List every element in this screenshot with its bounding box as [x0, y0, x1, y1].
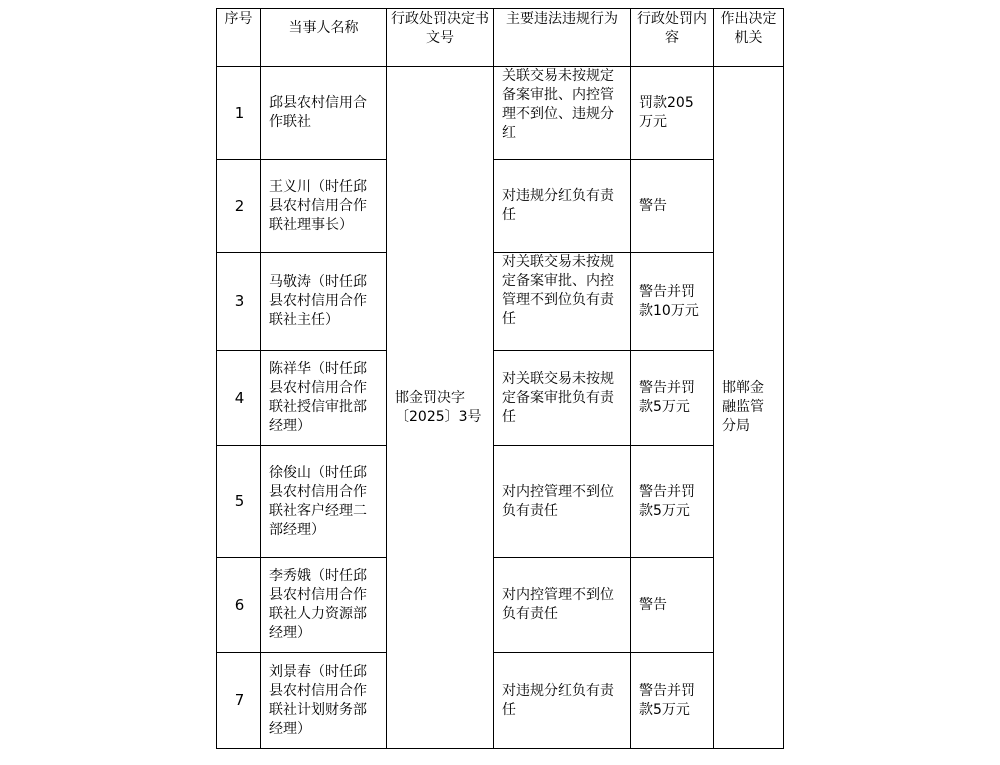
- table-row: [217, 653, 784, 749]
- header-penalty: 行政处罚内容: [631, 9, 714, 67]
- penalty: 警告并罚款10万元: [631, 253, 714, 351]
- party-name: 邱县农村信用合作联社: [261, 67, 387, 160]
- penalty: 警告并罚款5万元: [631, 446, 714, 558]
- decision-doc-number: 邯金罚决字〔2025〕3号: [387, 67, 494, 749]
- table-row: [217, 67, 784, 160]
- violation: 对违规分红负有责任: [494, 160, 631, 253]
- header-party: 当事人名称: [261, 9, 387, 67]
- penalty: 警告: [631, 558, 714, 653]
- header-authority: 作出决定机关: [714, 9, 784, 67]
- table-row: [217, 351, 784, 446]
- penalty: 警告: [631, 160, 714, 253]
- penalty: 警告并罚款5万元: [631, 351, 714, 446]
- row-number: 6: [217, 558, 261, 653]
- party-name: 刘景春（时任邱县农村信用合作联社计划财务部经理）: [261, 653, 387, 749]
- table-row: [217, 446, 784, 558]
- table-header-row: [217, 9, 784, 67]
- violation: 对关联交易未按规定备案审批、内控管理不到位负有责任: [494, 253, 631, 351]
- party-name: 马敬涛（时任邱县农村信用合作联社主任）: [261, 253, 387, 351]
- header-violation: 主要违法违规行为: [494, 9, 631, 67]
- penalty-table: [216, 8, 784, 749]
- violation: 对关联交易未按规定备案审批负有责任: [494, 351, 631, 446]
- header-doc-no: 行政处罚决定书文号: [387, 9, 494, 67]
- row-number: 4: [217, 351, 261, 446]
- table-row: [217, 253, 784, 351]
- row-number: 7: [217, 653, 261, 749]
- row-number: 1: [217, 67, 261, 160]
- party-name: 陈祥华（时任邱县农村信用合作联社授信审批部经理）: [261, 351, 387, 446]
- penalty: 罚款205万元: [631, 67, 714, 160]
- table-row: [217, 558, 784, 653]
- row-number: 5: [217, 446, 261, 558]
- violation: 关联交易未按规定备案审批、内控管理不到位、违规分红: [494, 67, 631, 160]
- row-number: 3: [217, 253, 261, 351]
- deciding-authority: 邯郸金融监管分局: [714, 67, 784, 749]
- header-no: 序号: [217, 9, 261, 67]
- violation: 对内控管理不到位负有责任: [494, 446, 631, 558]
- table-row: [217, 160, 784, 253]
- party-name: 徐俊山（时任邱县农村信用合作联社客户经理二部经理）: [261, 446, 387, 558]
- penalty: 警告并罚款5万元: [631, 653, 714, 749]
- violation: 对违规分红负有责任: [494, 653, 631, 749]
- party-name: 李秀娥（时任邱县农村信用合作联社人力资源部经理）: [261, 558, 387, 653]
- party-name: 王义川（时任邱县农村信用合作联社理事长）: [261, 160, 387, 253]
- row-number: 2: [217, 160, 261, 253]
- violation: 对内控管理不到位负有责任: [494, 558, 631, 653]
